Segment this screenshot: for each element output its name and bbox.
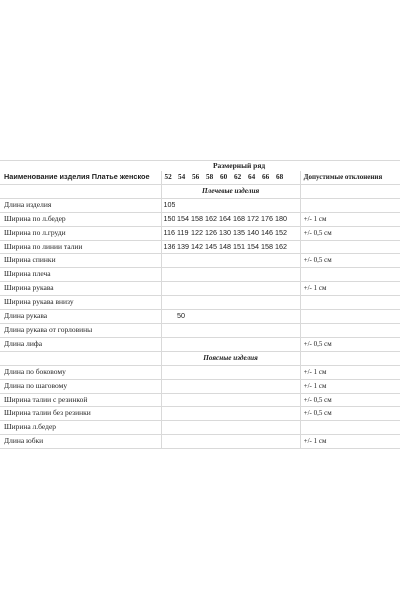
- size-chart-table: [0, 160, 400, 449]
- measurement-name: Ширина рукава внизу: [0, 296, 161, 310]
- measurement-name: Длина юбки: [0, 435, 161, 449]
- empty-cell: [189, 310, 203, 324]
- empty-cell: [189, 393, 203, 407]
- measurement-value: 119: [175, 226, 189, 240]
- measurement-name: Ширина рукава: [0, 282, 161, 296]
- size-chart-sheet: [0, 160, 400, 449]
- empty-cell: [175, 323, 189, 337]
- empty-cell: [203, 407, 217, 421]
- empty-cell: [231, 393, 245, 407]
- empty-cell: [273, 268, 287, 282]
- empty-cell: [259, 310, 273, 324]
- empty-cell: [245, 379, 259, 393]
- measurement-value: 180: [273, 212, 287, 226]
- empty-cell: [273, 337, 287, 351]
- empty-cell: [273, 407, 287, 421]
- empty-cell: [245, 198, 259, 212]
- empty-cell: [189, 254, 203, 268]
- measurement-value: 130: [217, 226, 231, 240]
- empty-cell: [203, 421, 217, 435]
- measurement-value: 154: [175, 212, 189, 226]
- empty-cell: [245, 393, 259, 407]
- table-row: [0, 296, 400, 310]
- empty-cell: [287, 212, 300, 226]
- table-row: [0, 435, 400, 449]
- empty-cell: [231, 254, 245, 268]
- empty-cell: [287, 254, 300, 268]
- empty-cell: [161, 435, 175, 449]
- table-row: [0, 240, 400, 254]
- empty-cell: [287, 282, 300, 296]
- measurement-value: 50: [175, 310, 189, 324]
- empty-cell: [231, 337, 245, 351]
- measurement-name: Ширина спинки: [0, 254, 161, 268]
- empty-cell: [217, 198, 231, 212]
- measurement-value: 140: [245, 226, 259, 240]
- measurement-name: Ширина талии без резинки: [0, 407, 161, 421]
- empty-cell: [217, 282, 231, 296]
- measurement-value: 148: [217, 240, 231, 254]
- table-row: [0, 282, 400, 296]
- table-row: [0, 421, 400, 435]
- measurement-name: Ширина талии с резинкой: [0, 393, 161, 407]
- empty-cell: [175, 268, 189, 282]
- measurement-name: Длина лифа: [0, 337, 161, 351]
- empty-cell: [259, 268, 273, 282]
- measurement-value: 176: [259, 212, 273, 226]
- empty-cell: [217, 407, 231, 421]
- empty-cell: [203, 365, 217, 379]
- empty-cell: [245, 337, 259, 351]
- tolerance-value: [300, 198, 400, 212]
- measurement-value: 152: [273, 226, 287, 240]
- tolerance-value: [300, 323, 400, 337]
- empty-cell: [231, 379, 245, 393]
- empty-cell: [273, 282, 287, 296]
- empty-cell: [189, 435, 203, 449]
- tolerance-value: [300, 421, 400, 435]
- empty-cell: [259, 379, 273, 393]
- empty-cell: [259, 282, 273, 296]
- name-column-label: Наименование изделия Платье женское: [0, 171, 161, 184]
- empty-cell: [189, 268, 203, 282]
- measurement-value: 164: [217, 212, 231, 226]
- tolerance-value: [300, 240, 400, 254]
- empty-cell: [259, 407, 273, 421]
- empty-cell: [161, 421, 175, 435]
- empty-cell: [231, 310, 245, 324]
- empty-cell: [189, 337, 203, 351]
- empty-cell: [259, 337, 273, 351]
- measurement-value: 162: [273, 240, 287, 254]
- tolerance-value: +/- 1 см: [300, 212, 400, 226]
- empty-cell: [245, 365, 259, 379]
- empty-cell: [287, 435, 300, 449]
- table-row: [0, 323, 400, 337]
- empty-cell: [287, 296, 300, 310]
- empty-cell: [273, 379, 287, 393]
- empty-cell: [217, 393, 231, 407]
- empty-cell: [161, 282, 175, 296]
- measurement-name: Ширина по л.бедер: [0, 212, 161, 226]
- empty-cell: [203, 254, 217, 268]
- empty-cell: [189, 379, 203, 393]
- empty-cell: [245, 421, 259, 435]
- empty-cell: [189, 282, 203, 296]
- empty-cell: [273, 393, 287, 407]
- empty-cell: [217, 296, 231, 310]
- empty-cell: [245, 323, 259, 337]
- empty-cell: [175, 282, 189, 296]
- empty-cell: [175, 407, 189, 421]
- empty-cell: [287, 323, 300, 337]
- empty-cell: [161, 268, 175, 282]
- empty-cell: [231, 421, 245, 435]
- measurement-value: 162: [203, 212, 217, 226]
- empty-cell: [189, 198, 203, 212]
- empty-cell: [245, 435, 259, 449]
- measurement-value: 139: [175, 240, 189, 254]
- empty-cell: [245, 254, 259, 268]
- empty-cell: [287, 337, 300, 351]
- empty-cell: [287, 310, 300, 324]
- table-row: [0, 226, 400, 240]
- empty-cell: [273, 435, 287, 449]
- empty-cell: [161, 296, 175, 310]
- measurement-value: 154: [245, 240, 259, 254]
- section-title-row: [0, 351, 400, 365]
- measurement-name: Длина по шаговому: [0, 379, 161, 393]
- measurement-value: 105: [161, 198, 175, 212]
- empty-cell: [231, 407, 245, 421]
- measurement-value: 136: [161, 240, 175, 254]
- measurement-name: Длина изделия: [0, 198, 161, 212]
- size-header-62: 62: [231, 171, 245, 184]
- empty-cell: [217, 379, 231, 393]
- empty-cell: [245, 296, 259, 310]
- size-header-60: 60: [217, 171, 231, 184]
- empty-cell: [287, 421, 300, 435]
- size-header-54: 54: [175, 171, 189, 184]
- measurement-value: 158: [189, 212, 203, 226]
- empty-cell: [217, 323, 231, 337]
- empty-cell: [203, 268, 217, 282]
- empty-cell: [231, 282, 245, 296]
- tolerance-value: +/- 1 см: [300, 365, 400, 379]
- tolerance-value: [300, 310, 400, 324]
- empty-cell: [217, 268, 231, 282]
- table-row: [0, 254, 400, 268]
- empty-cell: [287, 240, 300, 254]
- table-row: [0, 337, 400, 351]
- measurement-value: 150: [161, 212, 175, 226]
- size-header-52: 52: [161, 171, 175, 184]
- tolerance-value: [300, 268, 400, 282]
- measurement-value: 168: [231, 212, 245, 226]
- empty-cell: [189, 421, 203, 435]
- empty-cell: [161, 310, 175, 324]
- empty-cell: [259, 254, 273, 268]
- empty-cell: [259, 296, 273, 310]
- empty-cell: [217, 421, 231, 435]
- empty-cell: [175, 379, 189, 393]
- empty-cell: [231, 268, 245, 282]
- empty-cell: [161, 337, 175, 351]
- tolerance-value: +/- 0,5 см: [300, 393, 400, 407]
- empty-cell: [231, 323, 245, 337]
- empty-cell: [273, 365, 287, 379]
- spacer-cell: [287, 171, 300, 184]
- empty-cell: [231, 296, 245, 310]
- empty-cell: [217, 337, 231, 351]
- empty-cell: [189, 365, 203, 379]
- tolerance-value: +/- 0,5 см: [300, 407, 400, 421]
- empty-cell: [203, 282, 217, 296]
- empty-cell: [217, 365, 231, 379]
- empty-cell: [273, 310, 287, 324]
- table-row: [0, 393, 400, 407]
- measurement-name: Длина по боковому: [0, 365, 161, 379]
- section-title: Поясные изделия: [161, 351, 300, 365]
- measurement-name: Ширина по линии талии: [0, 240, 161, 254]
- empty-cell: [161, 365, 175, 379]
- measurement-value: 116: [161, 226, 175, 240]
- table-row: [0, 198, 400, 212]
- size-header-56: 56: [189, 171, 203, 184]
- size-range-header-row: [0, 161, 400, 172]
- empty-cell: [287, 365, 300, 379]
- empty-cell: [259, 393, 273, 407]
- empty-cell: [245, 268, 259, 282]
- size-header-64: 64: [245, 171, 259, 184]
- empty-cell: [161, 323, 175, 337]
- empty-cell: [231, 365, 245, 379]
- measurement-name: Длина рукава: [0, 310, 161, 324]
- empty-cell: [161, 393, 175, 407]
- empty-cell: [217, 435, 231, 449]
- empty-cell: [259, 323, 273, 337]
- empty-cell: [161, 407, 175, 421]
- section-title: Плечевые изделия: [161, 184, 300, 198]
- measurement-value: 126: [203, 226, 217, 240]
- empty-cell: [175, 296, 189, 310]
- measurement-name: Ширина л.бедер: [0, 421, 161, 435]
- empty-cell: [245, 310, 259, 324]
- empty-cell: [175, 435, 189, 449]
- empty-cell: [203, 393, 217, 407]
- empty-cell: [203, 435, 217, 449]
- empty-cell: [231, 198, 245, 212]
- tolerance-value: +/- 0,5 см: [300, 337, 400, 351]
- table-row: [0, 212, 400, 226]
- size-header-58: 58: [203, 171, 217, 184]
- measurement-name: Ширина по л.груди: [0, 226, 161, 240]
- tolerance-value: +/- 1 см: [300, 282, 400, 296]
- tolerance-value: [300, 296, 400, 310]
- empty-cell: [273, 323, 287, 337]
- measurement-name: Ширина плеча: [0, 268, 161, 282]
- tolerance-value: +/- 1 см: [300, 379, 400, 393]
- empty-cell: [175, 254, 189, 268]
- measurement-value: 135: [231, 226, 245, 240]
- measurement-value: 122: [189, 226, 203, 240]
- empty-cell: [231, 435, 245, 449]
- empty-cell: [217, 310, 231, 324]
- empty-cell: [175, 365, 189, 379]
- measurement-value: 151: [231, 240, 245, 254]
- empty-cell: [175, 337, 189, 351]
- tolerance-column-label: Допустимые отклонения: [300, 171, 400, 184]
- measurement-name: Длина рукава от горловины: [0, 323, 161, 337]
- empty-cell: [287, 379, 300, 393]
- section-title-row: [0, 184, 400, 198]
- empty-cell: [287, 268, 300, 282]
- table-row: [0, 310, 400, 324]
- empty-cell: [287, 393, 300, 407]
- column-header-row: [0, 171, 400, 184]
- empty-cell: [203, 296, 217, 310]
- empty-cell: [175, 421, 189, 435]
- empty-cell: [245, 282, 259, 296]
- size-header-68: 68: [273, 171, 287, 184]
- empty-cell: [273, 254, 287, 268]
- empty-cell: [175, 393, 189, 407]
- empty-cell: [287, 407, 300, 421]
- empty-cell: [259, 365, 273, 379]
- table-row: [0, 268, 400, 282]
- measurement-value: 145: [203, 240, 217, 254]
- empty-cell: [203, 379, 217, 393]
- size-chart-body: [0, 161, 400, 449]
- size-header-66: 66: [259, 171, 273, 184]
- tolerance-value: +/- 0,5 см: [300, 254, 400, 268]
- empty-cell: [287, 226, 300, 240]
- empty-cell: [203, 337, 217, 351]
- tolerance-value: +/- 1 см: [300, 435, 400, 449]
- empty-cell: [273, 421, 287, 435]
- empty-cell: [259, 198, 273, 212]
- empty-cell: [245, 407, 259, 421]
- empty-cell: [203, 198, 217, 212]
- empty-cell: [161, 254, 175, 268]
- measurement-value: 172: [245, 212, 259, 226]
- measurement-value: 146: [259, 226, 273, 240]
- table-row: [0, 407, 400, 421]
- empty-cell: [189, 407, 203, 421]
- measurement-value: 158: [259, 240, 273, 254]
- empty-cell: [161, 379, 175, 393]
- table-row: [0, 379, 400, 393]
- empty-cell: [287, 198, 300, 212]
- empty-cell: [189, 296, 203, 310]
- size-range-label: Размерный ряд: [212, 161, 266, 170]
- measurement-value: 142: [189, 240, 203, 254]
- empty-cell: [259, 435, 273, 449]
- empty-cell: [189, 323, 203, 337]
- empty-cell: [273, 198, 287, 212]
- table-row: [0, 365, 400, 379]
- empty-cell: [175, 198, 189, 212]
- empty-cell: [217, 254, 231, 268]
- empty-cell: [203, 323, 217, 337]
- empty-cell: [273, 296, 287, 310]
- empty-cell: [203, 310, 217, 324]
- tolerance-value: +/- 0,5 см: [300, 226, 400, 240]
- empty-cell: [259, 421, 273, 435]
